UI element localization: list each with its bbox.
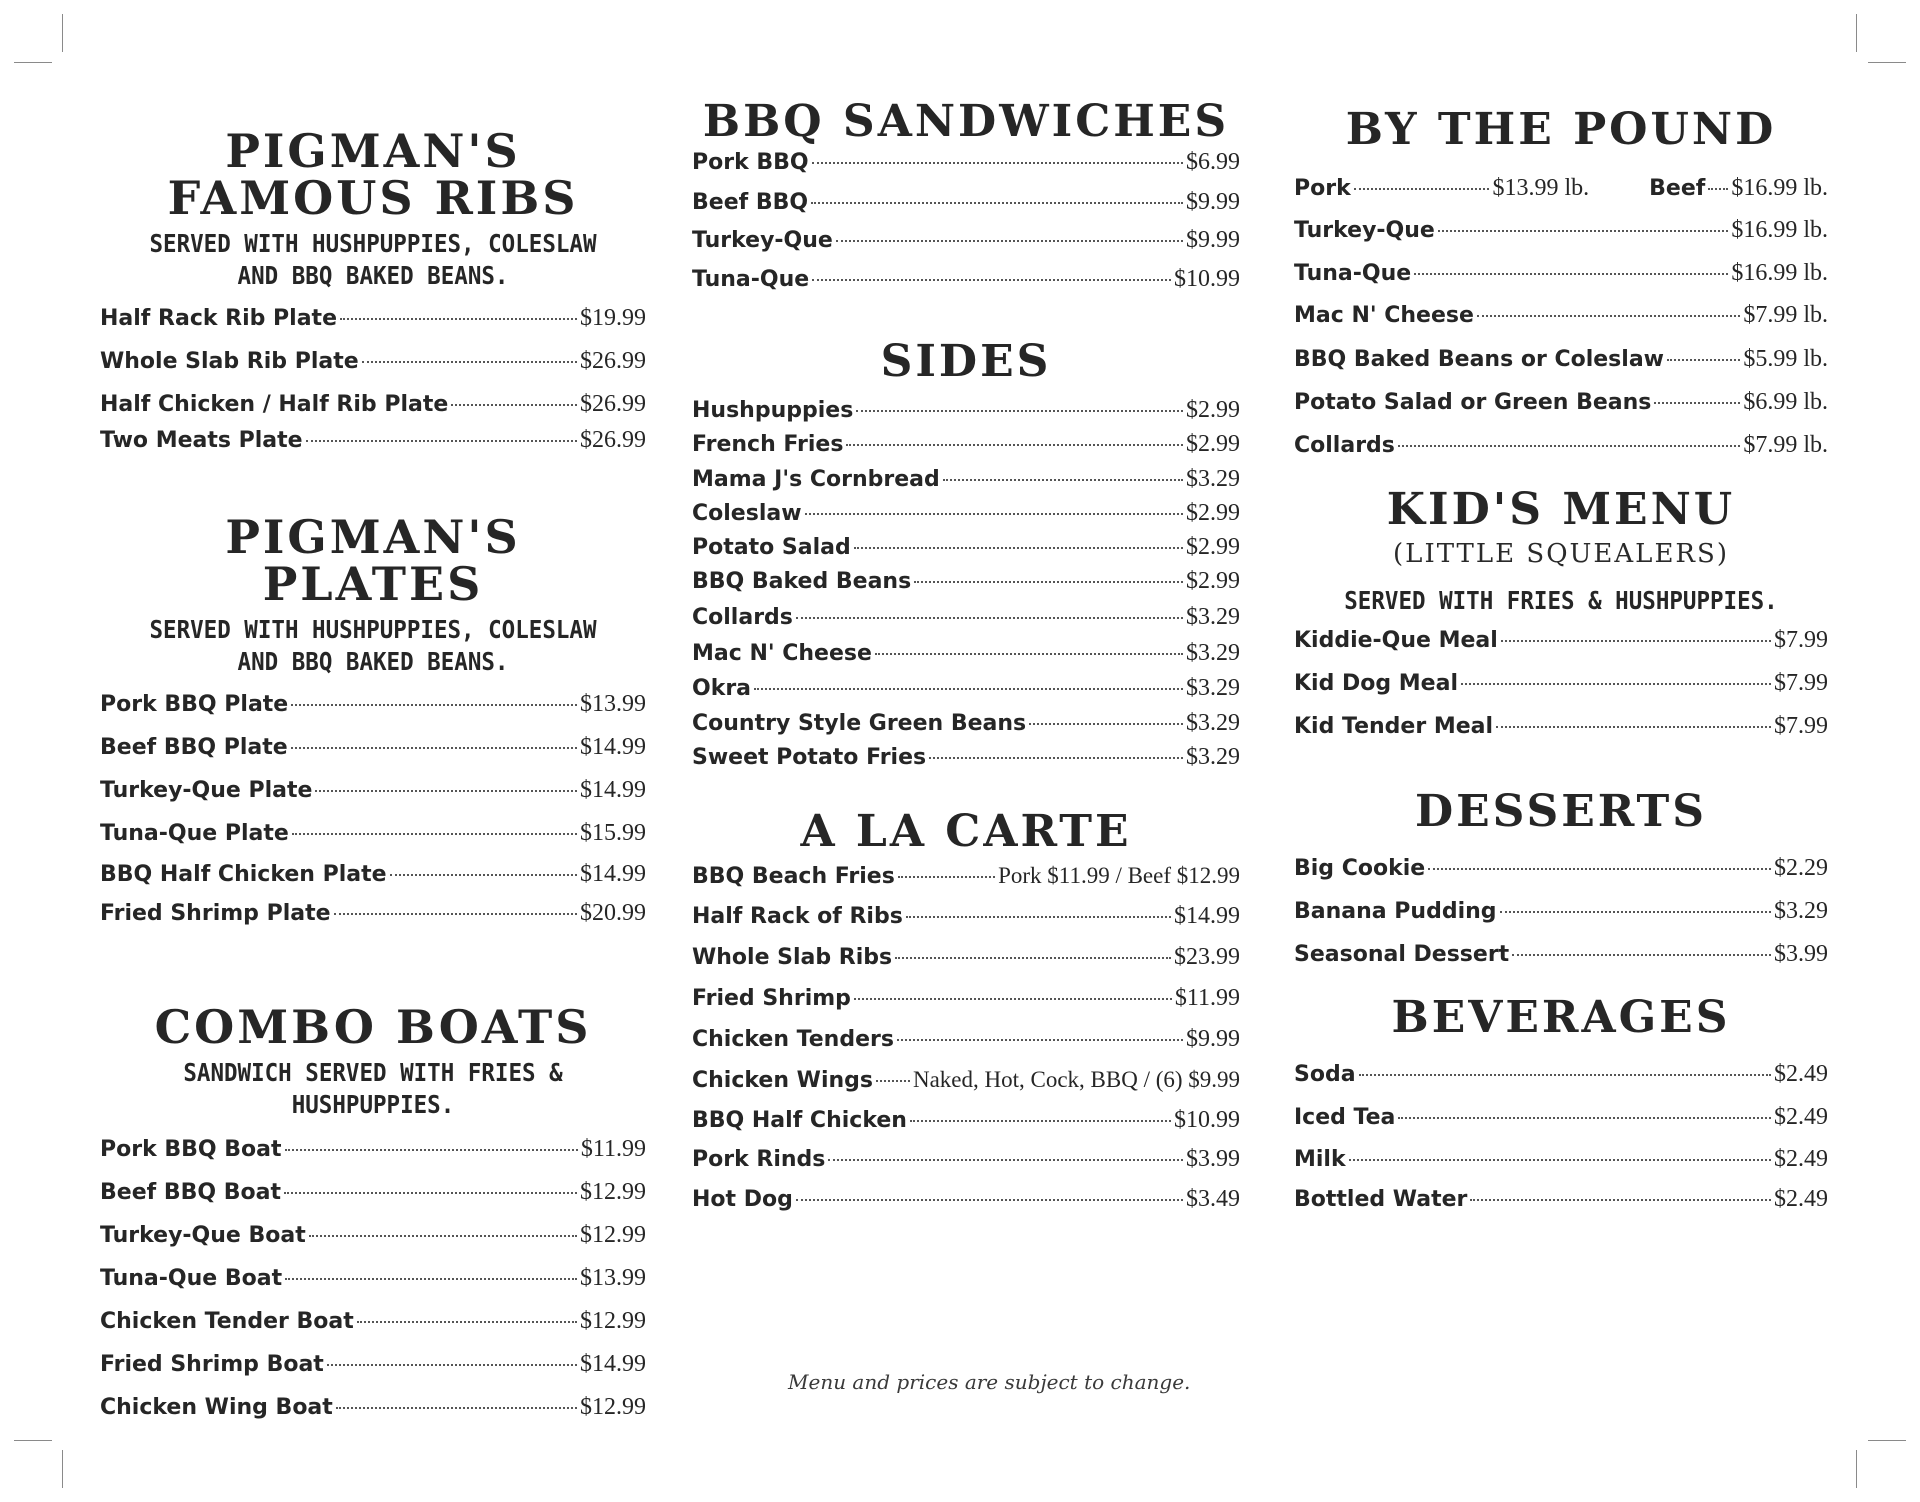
- item-name: Country Style Green Beans: [692, 710, 1027, 736]
- item-price: $3.29: [1186, 674, 1240, 701]
- item-price: $10.99: [1174, 265, 1240, 292]
- menu-item-chicken-wings: [692, 1067, 1240, 1107]
- menu-item: [1294, 670, 1828, 713]
- item-price-detail: Naked, Hot, Cock, BBQ / (6) $9.99: [912, 1066, 1241, 1092]
- item-price-detail: Pork $11.99 / Beef $12.99: [998, 862, 1240, 888]
- item-price: $6.99 lb.: [1743, 388, 1828, 415]
- item-name: Chicken Wings: [692, 1067, 873, 1093]
- item-price: $14.99: [580, 1350, 646, 1377]
- menu-item: [692, 1026, 1240, 1067]
- crop-mark: [62, 1450, 63, 1488]
- menu-item: [1294, 855, 1828, 898]
- subtitle-line: SERVED WITH FRIES & HUSHPUPPIES.: [1344, 585, 1778, 615]
- item-name: Fried Shrimp Boat: [100, 1351, 324, 1377]
- item-price: $3.29: [1186, 603, 1240, 630]
- menu-item-list: [100, 691, 646, 940]
- menu-item-list: [1294, 627, 1828, 753]
- menu-item: [1294, 389, 1828, 432]
- item-name: Beef BBQ: [692, 189, 809, 215]
- dot-leader: [306, 440, 577, 442]
- dot-leader: [828, 1159, 1183, 1161]
- menu-item: [100, 1136, 646, 1179]
- item-name: Pork BBQ: [692, 149, 809, 175]
- item-name: Half Chicken / Half Rib Plate: [100, 391, 449, 417]
- section-title: COMBO BOATS: [154, 1000, 592, 1054]
- dot-leader: [846, 444, 1183, 446]
- dot-leader: [1438, 230, 1729, 232]
- dot-leader: [854, 547, 1183, 549]
- item-price: $2.99: [1186, 499, 1240, 526]
- menu-item-list: [692, 1067, 1240, 1107]
- item-name: Collards: [1294, 432, 1395, 458]
- item-name: BBQ Baked Beans or Coleslaw: [1294, 346, 1664, 372]
- item-price: $2.49: [1774, 1185, 1828, 1212]
- menu-item: [692, 397, 1240, 431]
- item-price: $7.99 lb.: [1743, 431, 1828, 458]
- dot-leader: [906, 916, 1171, 918]
- dot-leader: [1398, 1117, 1771, 1119]
- section-subtitle: [1321, 585, 1802, 618]
- section-tagline: (LITTLE SQUEALERS): [1393, 538, 1729, 569]
- section-sides: [692, 336, 1240, 784]
- dot-leader: [1477, 315, 1740, 317]
- item-price: $7.99 lb.: [1743, 301, 1828, 328]
- dot-leader: [1501, 640, 1771, 642]
- dot-leader: [291, 747, 577, 749]
- item-price: $2.49: [1774, 1060, 1828, 1087]
- menu-item: [100, 1308, 646, 1351]
- dot-leader: [943, 479, 1183, 481]
- crop-mark: [1868, 1440, 1906, 1441]
- dot-leader: [285, 1149, 578, 1151]
- item-price: $7.99: [1774, 670, 1828, 697]
- dot-leader: [309, 1235, 577, 1237]
- dot-leader: [334, 913, 577, 915]
- item-price: $16.99 lb.: [1731, 174, 1828, 201]
- item-name: Kid Dog Meal: [1294, 671, 1458, 697]
- item-name: Tuna-Que: [1294, 260, 1412, 286]
- item-name: Tuna-Que Boat: [100, 1265, 283, 1291]
- item-name: Soda: [1294, 1061, 1356, 1087]
- menu-item-list: [692, 1107, 1240, 1226]
- section-title: BY THE POUND: [1345, 104, 1777, 155]
- section-subtitle: [127, 1057, 618, 1122]
- item-name: Potato Salad or Green Beans: [1294, 389, 1652, 415]
- item-name: Big Cookie: [1294, 855, 1426, 881]
- dot-leader: [1708, 188, 1728, 190]
- item-name: Hushpuppies: [692, 397, 854, 423]
- menu-item-list: [692, 397, 1240, 784]
- dot-leader: [929, 757, 1183, 759]
- menu-item: [1294, 217, 1828, 260]
- item-price: $14.99: [1174, 902, 1240, 929]
- menu-item: [692, 227, 1240, 266]
- dot-leader: [914, 581, 1183, 583]
- item-price: $2.29: [1774, 854, 1828, 881]
- menu-item: [100, 1179, 646, 1222]
- item-price: $14.99: [580, 733, 646, 760]
- menu-item: [100, 861, 646, 900]
- dot-leader: [390, 874, 577, 876]
- item-name: Turkey-Que: [692, 227, 833, 253]
- menu-item: [1294, 1146, 1828, 1186]
- menu-item: [692, 534, 1240, 568]
- item-name: Fried Shrimp: [692, 985, 851, 1011]
- menu-item-list: [1294, 1061, 1828, 1226]
- dot-leader: [796, 1199, 1183, 1201]
- item-name: Mac N' Cheese: [692, 640, 872, 666]
- item-name: Pork BBQ Boat: [100, 1136, 282, 1162]
- menu-item: [1294, 1104, 1828, 1146]
- menu-item: [692, 500, 1240, 534]
- item-price: $16.99 lb.: [1731, 259, 1828, 286]
- item-price: $20.99: [580, 899, 646, 926]
- menu-item: [1294, 713, 1828, 753]
- item-name: Turkey-Que Boat: [100, 1222, 306, 1248]
- dot-leader: [315, 790, 577, 792]
- dot-leader: [1029, 723, 1183, 725]
- item-name: Beef BBQ Plate: [100, 734, 288, 760]
- section-title: [100, 124, 646, 225]
- dot-leader: [1349, 1159, 1771, 1161]
- menu-item: [692, 903, 1240, 944]
- title-line: PIGMAN'S: [225, 510, 521, 564]
- dot-leader: [836, 240, 1183, 242]
- item-name: Sweet Potato Fries: [692, 744, 927, 770]
- item-name: Half Rack of Ribs: [692, 903, 903, 929]
- subtitle-line: AND BBQ BAKED BEANS.: [237, 261, 509, 291]
- menu-item: [692, 1186, 1240, 1226]
- section-famous-ribs: [100, 124, 646, 467]
- menu-item: [1294, 627, 1828, 670]
- menu-item: [692, 944, 1240, 985]
- subtitle-line: SERVED WITH HUSHPUPPIES, COLESLAW: [149, 228, 597, 258]
- item-name: Banana Pudding: [1294, 898, 1497, 924]
- item-price: $9.99: [1186, 1025, 1240, 1052]
- item-price: $2.99: [1186, 567, 1240, 594]
- item-name: Coleslaw: [692, 500, 802, 526]
- section-a-la-carte: [692, 806, 1241, 1226]
- title-line: PLATES: [262, 556, 484, 611]
- menu-item: [692, 985, 1240, 1026]
- menu-item: [100, 1351, 646, 1394]
- dot-leader: [811, 202, 1183, 204]
- crop-mark: [62, 14, 63, 52]
- item-name: Pork Rinds: [692, 1146, 826, 1172]
- menu-item: [100, 1265, 646, 1308]
- item-name: Whole Slab Rib Plate: [100, 348, 359, 374]
- dot-leader: [812, 279, 1171, 281]
- subtitle-line: SERVED WITH HUSHPUPPIES, COLESLAW: [149, 614, 597, 644]
- dot-leader: [1496, 726, 1771, 728]
- dot-leader: [1414, 273, 1728, 275]
- dot-leader: [451, 404, 577, 406]
- item-name: Bottled Water: [1294, 1186, 1468, 1212]
- menu-item: [692, 744, 1240, 784]
- item-price: $2.49: [1774, 1145, 1828, 1172]
- section-pigmans-plates: [100, 510, 646, 940]
- dot-leader: [1470, 1199, 1771, 1201]
- item-price: $26.99: [580, 426, 646, 453]
- menu-item: [692, 568, 1240, 604]
- menu-item: [692, 1107, 1240, 1146]
- item-price: $2.99: [1186, 396, 1240, 423]
- menu-item: [692, 431, 1240, 466]
- section-by-the-pound: [1294, 104, 1828, 475]
- crop-mark: [1856, 1450, 1857, 1488]
- menu-item-list: [1294, 855, 1828, 981]
- item-name: BBQ Half Chicken: [692, 1107, 907, 1133]
- section-title: A LA CARTE: [800, 806, 1132, 857]
- dot-leader: [327, 1364, 577, 1366]
- item-name: Kid Tender Meal: [1294, 714, 1494, 740]
- item-price: $3.99: [1774, 940, 1828, 967]
- dot-leader: [812, 162, 1183, 164]
- menu-item-list: [1294, 175, 1828, 217]
- item-name: Pork: [1294, 175, 1351, 201]
- menu-item-list: [100, 305, 646, 467]
- menu-item: [100, 427, 646, 467]
- menu-item: [100, 777, 646, 820]
- menu-item-list: [692, 149, 1240, 306]
- dot-leader: [292, 833, 577, 835]
- item-price: $5.99 lb.: [1743, 345, 1828, 372]
- item-price: $26.99: [580, 347, 646, 374]
- item-name: Fried Shrimp Plate: [100, 900, 331, 926]
- menu-item: [1294, 302, 1828, 346]
- section-title: SIDES: [880, 336, 1052, 387]
- menu-item: [1294, 1186, 1828, 1226]
- crop-mark: [1856, 14, 1857, 52]
- menu-item: [100, 1394, 646, 1434]
- menu-item: [100, 691, 646, 734]
- item-price: $7.99: [1774, 713, 1828, 740]
- item-price: $26.99: [580, 390, 646, 417]
- item-price: $11.99: [1174, 984, 1240, 1011]
- menu-item: [692, 149, 1240, 189]
- item-price: $9.99: [1186, 226, 1240, 253]
- dot-leader: [1667, 359, 1740, 361]
- item-name: Pork BBQ Plate: [100, 691, 289, 717]
- dot-leader: [898, 876, 995, 878]
- dot-leader: [291, 704, 577, 706]
- item-name: French Fries: [692, 431, 844, 457]
- section-combo-boats: [100, 1000, 646, 1434]
- dot-leader: [876, 1080, 910, 1082]
- item-price: $13.99: [580, 690, 646, 717]
- item-price: $23.99: [1174, 943, 1240, 970]
- dot-leader: [362, 361, 577, 363]
- dot-leader: [285, 1278, 577, 1280]
- menu-item-list: [100, 1136, 646, 1434]
- menu-item: [692, 640, 1240, 675]
- item-name: Iced Tea: [1294, 1104, 1396, 1130]
- dot-leader: [897, 1039, 1183, 1041]
- item-name: Tuna-Que Plate: [100, 820, 289, 846]
- item-name: Collards: [692, 604, 793, 630]
- item-price: $10.99: [1174, 1106, 1240, 1133]
- dot-leader: [1512, 954, 1771, 956]
- item-price: $3.49: [1186, 1185, 1240, 1212]
- item-price: $3.29: [1186, 709, 1240, 736]
- dot-leader: [854, 998, 1172, 1000]
- item-name: Mac N' Cheese: [1294, 302, 1474, 328]
- dot-leader: [1359, 1074, 1771, 1076]
- dot-leader: [1354, 188, 1490, 190]
- item-name: Chicken Wing Boat: [100, 1394, 333, 1420]
- item-price: $14.99: [580, 860, 646, 887]
- menu-item-list: [692, 903, 1240, 1067]
- menu-item-beach-fries: [692, 863, 1240, 903]
- crop-mark: [14, 1440, 52, 1441]
- dot-leader: [284, 1192, 577, 1194]
- menu-item: [692, 675, 1240, 710]
- item-price: $3.29: [1186, 743, 1240, 770]
- item-price: $2.49: [1774, 1103, 1828, 1130]
- dot-leader: [1428, 868, 1771, 870]
- dot-leader: [1500, 911, 1771, 913]
- item-price: $3.29: [1774, 897, 1828, 924]
- item-price: $3.29: [1186, 639, 1240, 666]
- item-price: $15.99: [580, 819, 646, 846]
- item-price: $13.99: [580, 1264, 646, 1291]
- menu-item: [692, 1146, 1240, 1186]
- item-price: $14.99: [580, 776, 646, 803]
- dot-leader: [895, 957, 1171, 959]
- item-price: $7.99: [1774, 627, 1828, 654]
- item-price: $12.99: [580, 1393, 646, 1420]
- item-name: BBQ Baked Beans: [692, 568, 912, 594]
- section-title: DESSERTS: [1414, 786, 1708, 837]
- menu-item: [100, 900, 646, 940]
- menu-item: [1294, 898, 1828, 941]
- section-subtitle: [127, 228, 618, 293]
- menu-item: [100, 734, 646, 777]
- dot-leader: [754, 688, 1183, 690]
- item-name: Chicken Tenders: [692, 1026, 894, 1052]
- item-name: Whole Slab Ribs: [692, 944, 893, 970]
- menu-item: [1294, 432, 1828, 475]
- menu-item: [1294, 941, 1828, 981]
- menu-item: [692, 189, 1240, 227]
- menu-item: [692, 466, 1240, 500]
- item-name: Potato Salad: [692, 534, 851, 560]
- menu-item-list: [1294, 217, 1828, 475]
- dot-leader: [875, 653, 1183, 655]
- crop-mark: [14, 62, 52, 63]
- menu-item: [1294, 1061, 1828, 1104]
- item-price: $2.99: [1186, 430, 1240, 457]
- item-name: BBQ Half Chicken Plate: [100, 861, 387, 887]
- section-title: KID'S MENU: [1386, 484, 1736, 535]
- menu-item: [100, 820, 646, 861]
- item-price: $3.99: [1186, 1145, 1240, 1172]
- item-name: BBQ Beach Fries: [692, 863, 895, 889]
- item-name: Okra: [692, 675, 752, 701]
- dot-leader: [1461, 683, 1771, 685]
- price-disclaimer: Menu and prices are subject to change.: [788, 1370, 1191, 1394]
- title-line: FAMOUS RIBS: [167, 170, 579, 225]
- item-price: $19.99: [580, 304, 646, 331]
- item-name: Seasonal Dessert: [1294, 941, 1510, 967]
- item-price: $9.99: [1186, 188, 1240, 215]
- dot-leader: [357, 1321, 577, 1323]
- dot-leader: [1398, 445, 1740, 447]
- section-subtitle: [127, 614, 618, 679]
- section-title: BBQ SANDWICHES: [702, 96, 1230, 147]
- item-name: Chicken Tender Boat: [100, 1308, 354, 1334]
- dot-leader: [796, 617, 1183, 619]
- item-name: Two Meats Plate: [100, 427, 303, 453]
- menu-item: [692, 710, 1240, 744]
- item-price: $6.99: [1186, 148, 1240, 175]
- dot-leader: [1654, 402, 1740, 404]
- item-name: Milk: [1294, 1146, 1346, 1172]
- item-price: $12.99: [580, 1307, 646, 1334]
- section-beverages: [1294, 992, 1828, 1226]
- menu-item: [1294, 346, 1828, 389]
- section-kids-menu: [1294, 484, 1828, 753]
- section-desserts: [1294, 786, 1828, 981]
- dot-leader: [910, 1120, 1171, 1122]
- item-price: $16.99 lb.: [1731, 216, 1828, 243]
- dot-leader: [856, 410, 1183, 412]
- item-name: Kiddie-Que Meal: [1294, 628, 1498, 654]
- item-price: $13.99 lb.: [1492, 174, 1590, 201]
- menu-item: [692, 266, 1240, 306]
- menu-item: [100, 305, 646, 348]
- dot-leader: [805, 513, 1183, 515]
- section-title: [100, 510, 646, 611]
- menu-item: [1294, 260, 1828, 302]
- subtitle-line: SANDWICH SERVED WITH FRIES & HUSHPUPPIES.: [183, 1057, 563, 1120]
- title-line: PIGMAN'S: [225, 124, 521, 178]
- section-bbq-sandwiches: [692, 96, 1240, 306]
- crop-mark: [1868, 62, 1906, 63]
- item-price: $3.29: [1186, 465, 1240, 492]
- menu-item: [100, 1222, 646, 1265]
- dot-leader: [340, 318, 577, 320]
- item-name: Hot Dog: [692, 1186, 793, 1212]
- menu-item: [100, 348, 646, 391]
- item-name: Turkey-Que: [1294, 217, 1435, 243]
- item-price: $11.99: [580, 1135, 646, 1162]
- item-name: Beef: [1649, 175, 1706, 201]
- item-price: $12.99: [580, 1178, 646, 1205]
- item-name: Beef BBQ Boat: [100, 1179, 281, 1205]
- item-name: Mama J's Cornbread: [692, 466, 940, 492]
- menu-item: [692, 604, 1240, 640]
- item-name: Half Rack Rib Plate: [100, 305, 337, 331]
- menu-item-list: [692, 863, 1240, 903]
- menu-item: [100, 391, 646, 427]
- section-title: BEVERAGES: [1391, 992, 1731, 1043]
- item-name: Tuna-Que: [692, 266, 810, 292]
- item-price: $2.99: [1186, 533, 1240, 560]
- menu-item-pork-beef: [1294, 175, 1828, 217]
- dot-leader: [336, 1407, 577, 1409]
- item-price: $12.99: [580, 1221, 646, 1248]
- item-name: Turkey-Que Plate: [100, 777, 313, 803]
- subtitle-line: AND BBQ BAKED BEANS.: [237, 647, 509, 677]
